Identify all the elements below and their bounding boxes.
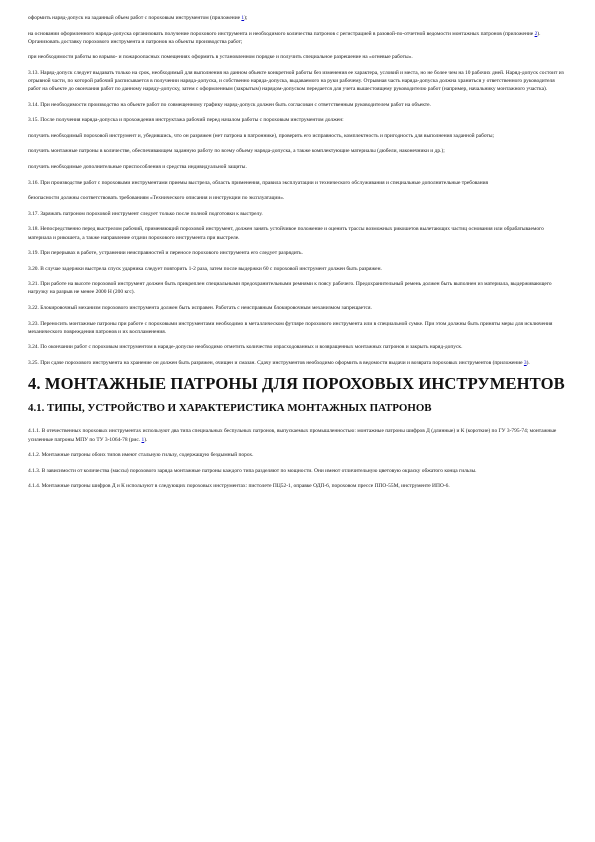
paragraph (28, 320, 568, 336)
paragraph (28, 147, 568, 155)
appendix-link[interactable]: 2 (534, 30, 538, 37)
paragraph-text: 3.20. В случае задержки выстрела спуск ударника следует повторить 1-2 раза, затем после выдержки 60 с пороховой инструмент должен быть разряжен. (28, 265, 382, 272)
paragraph (28, 163, 568, 171)
paragraph (28, 53, 568, 61)
paragraph (28, 427, 568, 443)
section-heading: 4. МОНТАЖНЫЕ ПАТРОНЫ ДЛЯ ПОРОХОВЫХ ИНСТРУМЕНТОВ (28, 374, 565, 394)
paragraph-text: безопасности должны соответствовать требованиям «Технического описания и инструкции по эксплуатации». (28, 195, 285, 202)
paragraph-group-top (28, 14, 568, 367)
paragraph (28, 210, 568, 218)
paragraph (28, 467, 568, 475)
paragraph-text: 3.22. Блокировочный механизм порохового инструмента должен быть исправен. Работать с неисправным блокировочным механизмом запрещается. (28, 304, 372, 311)
paragraph-text: 3.24. По окончании работ с пороховым инструментом в наряде-допуске необходимо отметить количество израсходованных и возвращенных монтажных патронов и закрыть наряд-допуск. (28, 344, 463, 351)
paragraph-text: 4.1.4. Монтажные патроны шифров Д и К используют в следующих пороховых инструментах: пистолете ПЦ52-1, оправке ОДП-6, пороховом прессе ППО-55М, инструменте ИПО-6. (28, 483, 450, 490)
paragraph-group-bottom (28, 427, 568, 490)
paragraph-text-tail: ); (244, 15, 248, 21)
paragraph-text: 3.17. Заряжать патроном пороховой инструмент следует только после полной подготовки к выстрелу. (28, 210, 263, 217)
paragraph-text-tail: ). Организовать доставку порохового инструмента и патронов на объекты производства работ; (28, 30, 541, 45)
paragraph-text: 3.19. При перерывах в работе, устранении неисправностей и переносе порохового инструмента его следует разрядить. (28, 250, 303, 257)
paragraph (28, 101, 568, 109)
paragraph-text-tail: ). (526, 359, 530, 366)
paragraph-text: оформить наряд-допуск на заданный объем работ с пороховым инструментом (приложение (28, 15, 242, 21)
paragraph (28, 359, 568, 367)
paragraph (28, 265, 568, 273)
appendix-link[interactable]: 1 (141, 436, 145, 443)
paragraph (28, 304, 568, 312)
subsection-heading: 4.1. ТИПЫ, УСТРОЙСТВО И ХАРАКТЕРИСТИКА МОНТАЖНЫХ ПАТРОНОВ (28, 402, 432, 415)
paragraph (28, 451, 568, 459)
paragraph-text: 4.1.2. Монтажные патроны обоих типов имеют стальную гильзу, содержащую бездымный порох. (28, 452, 254, 459)
paragraph (28, 225, 568, 241)
paragraph (28, 69, 568, 93)
paragraph-text: при необходимости работы во взрыво- и пожароопасных помещениях оформить в установленном порядке и получить специальное разрешение на «огневые работы». (28, 54, 413, 61)
paragraph (28, 343, 568, 351)
paragraph (28, 179, 568, 187)
paragraph-text: получить необходимый пороховой инструмент и, убедившись, что он разряжен (нет патрона в патроннике), проверить его исправность, комплектность и пригодность для выполнения заданной работы; (28, 132, 495, 139)
paragraph-text: 3.25. При сдаче порохового инструмента на хранение он должен быть разряжен, очищен и смазан. Сдачу инструментов необходимо оформить в ведомости выдачи и возврата пороховых инструментов (приложение (28, 359, 524, 366)
paragraph-text: на основании оформленного наряда-допуска организовать получение порохового инструмента и необходимого количества патронов с регистрацией в разовой-по-отчетной ведомости монтажных патронов (приложение (28, 30, 535, 37)
paragraph (28, 116, 568, 124)
paragraph-text: 4.1.3. В зависимости от количества (массы) порохового заряда монтажные патроны каждого типа разделяют по мощности. Они имеют отличительную цветовую окраску обжатого конца гильзы. (28, 467, 477, 474)
appendix-link[interactable]: 3 (523, 359, 527, 366)
paragraph (28, 482, 568, 490)
paragraph-text: получить необходимые дополнительные приспособления и средства индивидуальной защиты. (28, 164, 247, 171)
paragraph (28, 30, 568, 46)
paragraph (28, 249, 568, 257)
paragraph (28, 194, 568, 202)
paragraph-text-tail: ). (144, 436, 148, 443)
paragraph-text: 3.14. При необходимости производство на объекте работ по совмещенному графику наряд-допуск должен быть согласован с ответственным руководителем работ на объекте. (28, 101, 431, 108)
paragraph (28, 14, 568, 22)
paragraph-text: 4.1.1. В отечественных пороховых инструментах используют два типа специальных беспульных патронов, выпускаемых промышленностью: монтажные патроны шифров Д (длинные) и К (короткие) по ГУ 3-795-74; монтажные усиленные патроны МПУ по ТУ 3-1064-78 (рис. (28, 428, 557, 443)
paragraph-text: получить монтажные патроны в количестве, обеспечивающем заданную работу по всему объему наряда-допуска, а также комплектующие материалы (дюбели, наконечники и др.); (28, 148, 445, 155)
paragraph-text: 3.18. Непосредственно перед выстрелом рабочий, применяющий пороховой инструмент, должен занять устойчивое положение и оценить трассы возможных рикошетов вылетающих частиц основания или обрабатываемого материала и рикошета, а также направление отдачи порохового инструмента при выстреле. (28, 226, 544, 241)
paragraph-text: 3.15. После получения наряда-допуска и прохождения инструктажа рабочий перед началом работы с пороховым инструментом должен: (28, 117, 344, 124)
paragraph (28, 280, 568, 296)
paragraph-text: 3.13. Наряд-допуск следует выдавать только на срок, необходимый для выполнения на данном объекте конкретной работы без изменения ее характера, условий и места, но не более чем на 10 рабочих дней. Наряд-допуск состоит из отрывной части, по которой рабочий расписывается в получении наряда-допуска, и собственно наряда-допуска, выдаваемого на руки рабочему. Отрывная часть наряда-допуска должна храниться у ответственного руководителя работ на объекте до окончания работ по данному наряду-допуску, затем с оформленным (закрытым) нарядом-допуском передается для учета вышестоящему руководителю работ (например, начальнику монтажного участка). (28, 69, 564, 93)
paragraph (28, 132, 568, 140)
paragraph-text: 3.21. При работе на высоте пороховой инструмент должен быть прикреплен специальными предохранительными ремнями к поясу рабочего. Предохранительный ремень должен быть выполнен из материала, выдерживающего нагрузку на разрыв не менее 2000 Н (200 кгс). (28, 281, 552, 296)
appendix-link[interactable]: 1 (241, 15, 245, 21)
paragraph-text: 3.16. При производстве работ с пороховыми инструментами приемы выстрела, область применения, правила эксплуатации и технического обслуживания и специальные дополнительные требования (28, 179, 489, 186)
document-content (28, 14, 568, 498)
paragraph-text: 3.23. Переносить монтажные патроны при работе с пороховыми инструментами необходимо в металлическом футляре порохового инструмента или в специальной сумке. При этом должны быть приняты меры для исключения механического повреждения патронов и их воспламенения. (28, 320, 553, 335)
